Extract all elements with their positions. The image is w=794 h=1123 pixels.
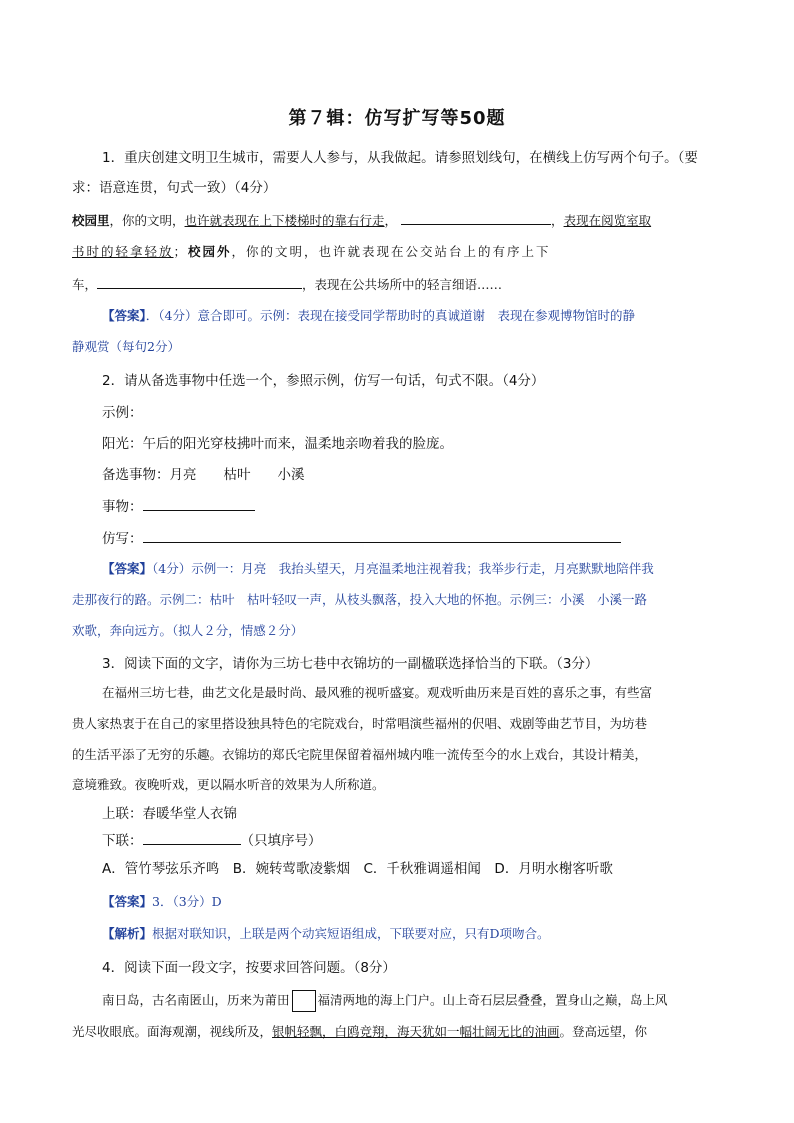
q4-text: 。登高远望，你 [559,1024,648,1039]
q3-passage-line-3: 的生活平添了无穷的乐趣。衣锦坊的郑氏宅院里保留着福州城内唯一流传至今的水上戏台，其设计精美， [72,747,648,762]
q1-text: 车， [72,277,98,292]
q4-stem: 4．阅读下面一段文字，按要求回答问题。（8分） [102,960,396,976]
q1-school-inside: 校园里 [72,213,110,228]
q2-imitate-label: 仿写： [102,531,143,547]
q3-lower-blank[interactable] [143,830,241,845]
q2-thing-blank[interactable] [143,496,255,511]
q2-imitate-blank[interactable] [143,528,621,543]
q1-answer-text-1: ．（4分）意合即可。示例：表现在接受同学帮助时的真诚道谢 表现在参观博物馆时的静 [145,308,635,323]
q2-answer-line-1 [102,559,654,577]
q1-answer-line-2: 静观赏（每句2分） [72,339,180,354]
q1-school-outside: 校园外 [188,244,232,259]
q2-answer-line-3: 欢歌，奔向远方。（拟人２分，情感２分） [72,623,304,638]
q3-answer-line [102,892,222,910]
q1-passage-line-1 [72,210,722,229]
q1-text: ， [551,213,564,228]
q1-text: ，你的文明，也许就表现在公交站台上的有序上下 [231,244,551,259]
q1-underlined-model-2: 表现在阅览室取 [563,213,652,228]
q3-passage-line-4: 意境雅致。夜晚听戏，更以隔水听音的效果为人所称道。 [72,777,385,792]
q2-thing-line [102,495,255,515]
q1-answer-line-1 [102,306,635,324]
q3-passage-line-1: 在福州三坊七巷，曲艺文化是最时尚、最风雅的视听盛宴。观戏听曲历来是百姓的喜乐之事，有些富 [102,685,653,700]
answer-tag: 【答案】 [102,561,153,576]
q1-underlined-model-3: 书时的轻拿轻放 [72,244,174,259]
q1-passage-line-2 [72,242,722,260]
q2-options: 备选事物：月亮 枯叶 小溪 [102,467,305,483]
q4-fill-box[interactable] [292,990,316,1012]
q3-lower-label: 下联： [102,833,143,849]
q4-text: 福清两地的海上门户。山上奇石层层叠叠，置身山之巅，岛上风 [317,992,668,1008]
q2-stem: 2．请从备选事物中任选一个，参照示例，仿写一句话，句式不限。（4分） [102,373,545,389]
q1-answer-blank-2[interactable] [97,274,302,289]
q4-underlined-sentence: 银帆轻飘，白鸥竞翔，海天犹如一幅壮阔无比的油画 [272,1024,560,1039]
q3-lower-hint: （只填序号） [240,833,322,849]
q2-thing-label: 事物： [102,499,143,515]
q2-answer-text-1: （4分）示例一：月亮 我抬头望天，月亮温柔地注视着我；我举步行走，月亮默默地陪伴我 [152,561,654,576]
q3-stem: 3．阅读下面的文字，请你为三坊七巷中衣锦坊的一副楹联选择恰当的下联。（3分） [102,656,599,672]
q1-underlined-model-1: 也许就表现在上下楼梯时的靠右行走 [184,213,385,228]
q2-answer-line-2: 走那夜行的路。示例二：枯叶 枯叶轻叹一声，从枝头飘落，投入大地的怀抱。示例三：小溪 小溪一路 [72,592,648,607]
q4-text: 光尽收眼底。面海观潮，视线所及， [72,1024,273,1039]
q3-analysis-text: 根据对联知识，上联是两个动宾短语组成，下联要对应，只有D项吻合。 [152,926,550,941]
q2-imitate-line [102,527,621,547]
q3-options: A．管竹琴弦乐齐鸣 B．婉转莺歌凌紫烟 C．千秋雅调遥相闻 D．月明水榭客听歌 [102,861,613,877]
page-title: 第７辑：仿写扩写等50题 [288,108,506,129]
q1-text: ，你的文明， [109,213,185,228]
q1-text: ， [384,213,398,228]
q4-passage-line-1 [102,990,668,1012]
q3-answer-text: 3．（3分）D [152,894,222,909]
q2-example: 阳光：午后的阳光穿枝拂叶而来，温柔地亲吻着我的脸庞。 [102,436,453,452]
answer-tag: 【答案】 [102,894,153,909]
answer-tag: 【答案】 [102,308,146,323]
q4-text: 南日岛，古名南匿山，历来为莆田 [102,992,290,1008]
q1-stem-line-2: 求：语意连贯，句式一致）（4分） [72,180,277,196]
q1-stem-line-1: 1．重庆创建文明卫生城市，需要人人参与，从我做起。请参照划线句，在横线上仿写两个句子。（要 [102,150,698,166]
q4-passage-line-2 [72,1022,647,1040]
q3-upper-couplet: 上联：春暖华堂人衣锦 [102,806,237,822]
q3-analysis-line [102,924,550,942]
q1-answer-blank-1[interactable] [401,210,551,225]
q1-text: ； [173,244,189,259]
q3-lower-line [102,829,322,849]
analysis-tag: 【解析】 [102,926,153,941]
q1-text: ，表现在公共场所中的轻言细语…… [302,277,503,292]
q2-example-label: 示例： [102,405,143,421]
q3-passage-line-2: 贵人家热衷于在自己的家里搭设独具特色的宅院戏台，时常唱演些福州的伬唱、戏剧等曲艺节目，为坊巷 [72,716,648,731]
q1-passage-line-3 [72,274,502,293]
